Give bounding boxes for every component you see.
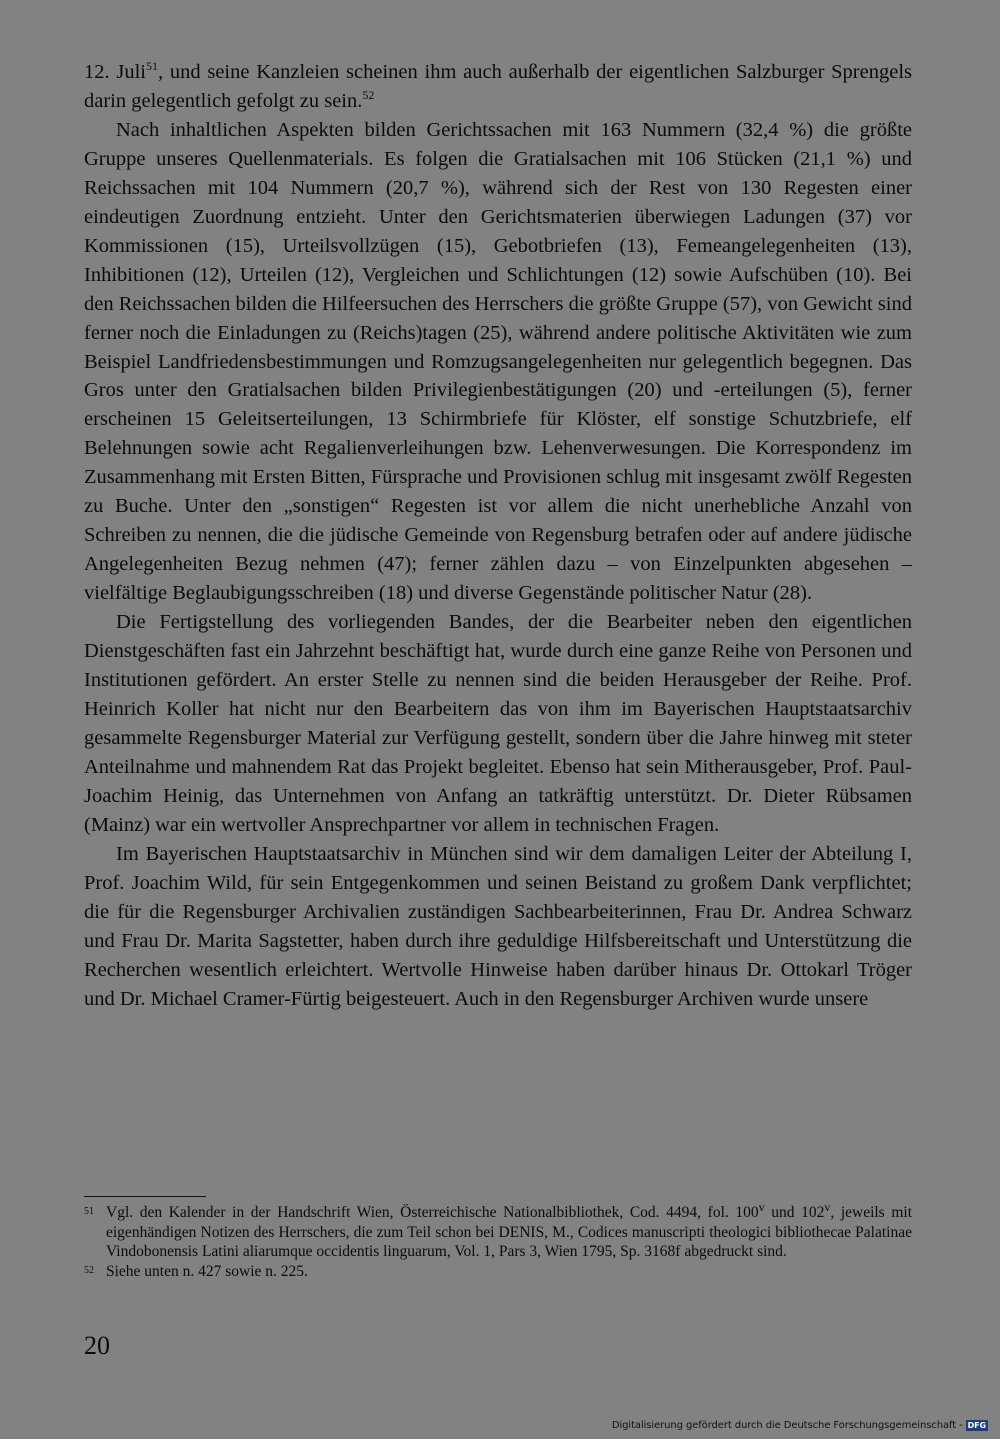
- paragraph: [84, 840, 912, 1014]
- digitization-credit: [612, 1420, 988, 1431]
- credit-text: Digitalisierung gefördert durch die Deutsche Forschungsgemeinschaft -: [611, 1420, 963, 1431]
- text-run: Siehe unten n. 427 sowie n. 225.: [106, 1262, 308, 1280]
- text-run: Die Fertigstellung des vorliegenden Bandes, der die Bearbeiter neben den eigentlichen Dienstgeschäften fast ein Jahrzehnt beschäftigt hat, wurde durch eine ganze Reihe von Personen und Institutionen gefördert. An erster Stelle zu nennen sind die beiden Herausgeber der Reihe. Prof. Heinrich Koller hat nicht nur den Bearbeitern das von ihm im Bayerischen Hauptstaatsarchiv gesammelte Regensburger Material zur Verfügung gestellt, sondern über die Jahre hinweg mit steter Anteilnahme und mahnendem Rat das Projekt begleitet. Ebenso hat sein Mitherausgeber, Prof. Paul-Joachim Heinig, das Unternehmen von Anfang an tatkräftig unterstützt. Dr. Dieter Rübsamen (Mainz) war ein wertvoller Ansprechpartner vor allem in technischen Fragen.: [84, 611, 912, 836]
- text-run: , und seine Kanzleien scheinen ihm auch außerhalb der eigentlichen Salzburger Sprengels darin gelegentlich gefolgt zu sein.: [84, 61, 913, 112]
- footnote-text: [106, 1199, 912, 1262]
- footnote-number: 52: [84, 1264, 94, 1276]
- footnote-number: 51: [84, 1206, 94, 1217]
- footnote: [84, 1262, 912, 1282]
- footnote-reference: 52: [362, 88, 375, 103]
- paragraph: [84, 58, 912, 116]
- footnote-text: [106, 1262, 912, 1282]
- footnote: [84, 1199, 912, 1262]
- page-content: [84, 58, 912, 1013]
- dfg-logo-icon: DFG: [967, 1421, 986, 1430]
- paragraph: [84, 608, 912, 840]
- body-text: [84, 58, 912, 1013]
- text-run: Im Bayerischen Hauptstaatsarchiv in München sind wir dem damaligen Leiter der Abteilung I, Prof. Joachim Wild, für sein Entgegenkommen und seinen Beistand zu großem Dank verpflichtet; die für die Regensburger Archivalien zuständigen Sachbearbeiterinnen, Frau Dr. Andrea Schwarz und Frau Dr. Marita Sagstetter, haben durch ihre geduldige Hilfsbereitschaft und Unterstützung die Recherchen wesentlich erleichtert. Wertvolle Hinweise haben darüber hinaus Dr. Ottokarl Tröger und Dr. Michael Cramer-Fürtig beigesteuert. Auch in den Regensburger Archiven wurde unsere: [84, 842, 912, 1010]
- text-run: Nach inhaltlichen Aspekten bilden Gerichtssachen mit 163 Nummern (32,4 %) die größte Gruppe unseres Quellenmaterials. Es folgen die Gratialsachen mit 106 Stücken (21,1 %) und Reichssachen mit 104 Nummern (20,7 %), während sich der Rest von 130 Regesten einer eindeutigen Zuordnung entzieht. Unter den Gerichtsmaterien überwiegen Ladungen (37) vor Kommissionen (15), Urteilsvollzügen (15), Gebotbriefen (13), Femeangelegenheiten (13), Inhibitionen (12), Urteilen (12), Vergleichen und Schlichtungen (12) sowie Aufschüben (10). Bei den Reichssachen bilden die Hilfeersuchen des Herrschers die größte Gruppe (57), von Gewicht sind ferner noch die Einladungen zu (Reichs)tagen (25), während andere politische Aktivitäten wie zum Beispiel Landfriedensbestimmungen und Romzugsangelegenheiten nur gelegentlich begegnen. Das Gros unter den Gratialsachen bilden Privilegienbestätigungen (20) und -erteilungen (5), ferner erscheinen 15 Geleitserteilungen, 13 Schirmbriefe für Klöster, elf sonstige Schutzbriefe, elf Belehnungen sowie acht Regalienverleihungen bzw. Lehenverwesungen. Die Korrespondenz im Zusammenhang mit Ersten Bitten, Fürsprache und Provisionen schlug mit insgesamt zwölf Regesten zu Buche. Unter den „sonstigen“ Regesten ist vor allem die nicht unerhebliche Anzahl von Schreiben zu nennen, die die jüdische Gemeinde von Regensburg betrafen oder auf andere jüdische Angelegenheiten Bezug nehmen (47); ferner zählen dazu – von Einzelpunkten abgesehen – vielfältige Beglaubigungsschreiben (18) und diverse Gegenstände politischer Natur (28).: [84, 118, 912, 605]
- footnote-divider: [84, 1196, 206, 1197]
- footnote-reference: 51: [146, 59, 158, 74]
- paragraph: [84, 116, 912, 608]
- footnote-reference: v: [824, 1199, 831, 1214]
- footnote-reference: v: [758, 1199, 765, 1214]
- page-number: 20: [84, 1331, 110, 1360]
- text-run: Vgl. den Kalender in der Handschrift Wien, Österreichische Nationalbibliothek, Cod. 4494, fol. 100: [106, 1204, 759, 1221]
- text-run: und 102: [764, 1204, 825, 1221]
- text-run: 12. Juli: [84, 61, 146, 83]
- text-run: , jeweils mit eigenhändigen Notizen des Herrschers, die zum Teil schon bei DENIS, M., Codices manuscripti theologici bibliothecae Palatinae Vindobonensis Latini aliarumque occidentis linguarum, Vol. 1, Pars 3, Wien 1795, Sp. 3168f abgedruckt sind.: [106, 1204, 912, 1260]
- footnotes: [84, 1199, 912, 1281]
